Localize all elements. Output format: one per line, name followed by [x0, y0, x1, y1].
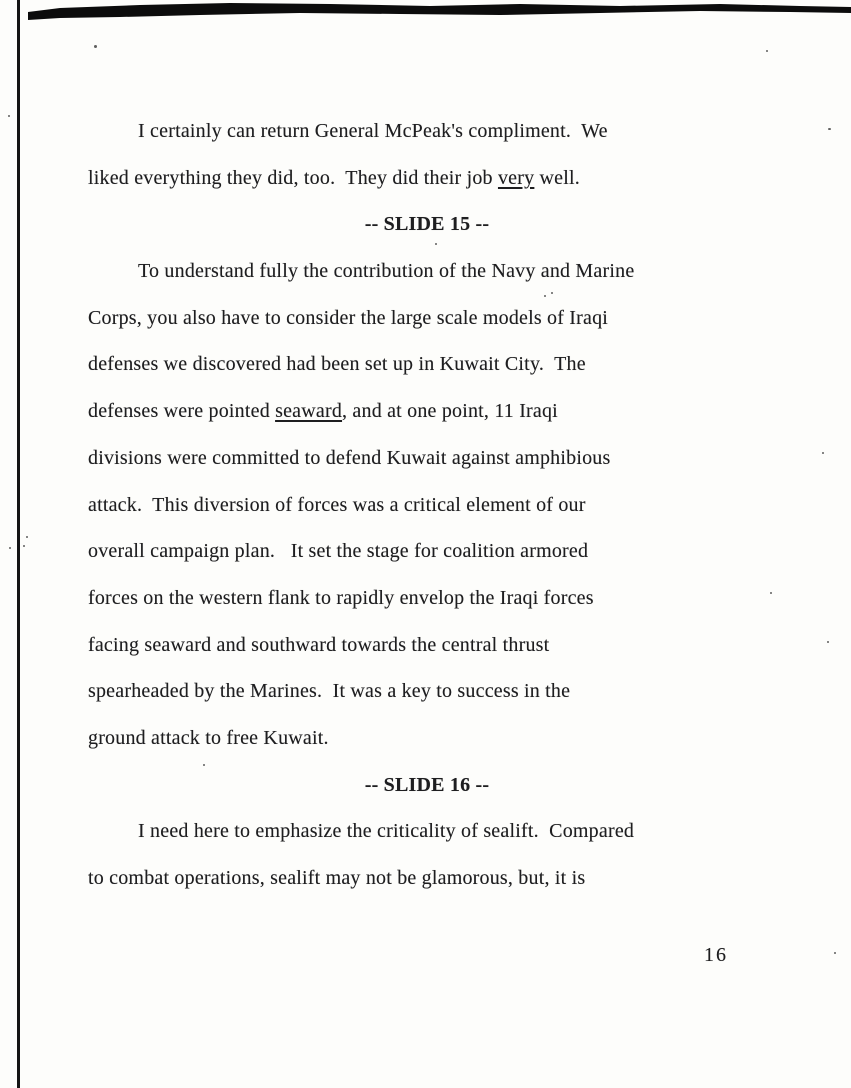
- text-block: [88, 118, 766, 912]
- text-segment: overall campaign plan. It set the stage for coalition armored: [88, 540, 589, 563]
- scan-speck: [544, 295, 546, 297]
- scan-speck: [770, 592, 772, 594]
- text-segment: facing seaward and southward towards the central thrust: [88, 633, 550, 656]
- text-segment: divisions were committed to defend Kuwait against amphibious: [88, 446, 611, 469]
- underlined-text: seaward: [275, 400, 343, 423]
- text-segment: attack. This diversion of forces was a critical element of our: [88, 493, 586, 516]
- text-line: [88, 678, 766, 725]
- scan-speck: [551, 292, 553, 294]
- scan-left-edge-artifact: [17, 0, 20, 1088]
- text-segment: -- SLIDE 16 --: [364, 773, 490, 796]
- text-segment: defenses were pointed: [88, 400, 276, 423]
- scan-speck: [26, 536, 28, 538]
- text-segment: to combat operations, sealift may not be glamorous, but, it is: [88, 867, 586, 889]
- scan-speck: [23, 545, 25, 547]
- scan-speck: [203, 764, 205, 766]
- text-segment: forces on the western flank to rapidly envelop the Iraqi forces: [88, 586, 594, 609]
- text-segment: liked everything they did, too. They did their job: [88, 166, 498, 189]
- slide-heading: [88, 211, 766, 258]
- scan-speck: [8, 115, 10, 117]
- text-line: [88, 632, 766, 679]
- text-segment: I need here to emphasize the criticality of sealift. Compared: [138, 820, 635, 843]
- text-line: [88, 351, 766, 398]
- text-line: [88, 118, 766, 165]
- text-line: [88, 165, 766, 212]
- text-line: [88, 585, 766, 632]
- scan-speck: [766, 50, 768, 52]
- text-segment: spearheaded by the Marines. It was a key to success in the: [88, 680, 571, 703]
- text-line: [88, 538, 766, 585]
- text-segment: -- SLIDE 15 --: [364, 213, 490, 236]
- text-segment: I certainly can return General McPeak's compliment. We: [138, 120, 608, 142]
- scan-speck: [822, 452, 824, 454]
- text-segment: well.: [534, 166, 580, 189]
- scan-speck: [94, 45, 97, 48]
- scan-top-bar-artifact: [0, 0, 851, 30]
- scan-speck: [827, 641, 829, 643]
- scan-speck: [9, 547, 11, 549]
- text-line: [88, 258, 766, 305]
- text-segment: , and at one point, 11 Iraqi: [342, 400, 558, 423]
- text-line: [88, 865, 766, 912]
- text-line: [88, 305, 766, 352]
- text-segment: ground attack to free Kuwait.: [88, 726, 329, 749]
- text-line: [88, 818, 766, 865]
- text-line: [88, 725, 766, 772]
- scan-speck: [435, 243, 437, 245]
- page-number: 16: [704, 944, 728, 966]
- underlined-text: very: [497, 166, 535, 189]
- slide-heading: [88, 772, 766, 819]
- text-segment: Corps, you also have to consider the large scale models of Iraqi: [88, 306, 609, 329]
- scan-speck: [834, 952, 836, 954]
- text-line: [88, 398, 766, 445]
- scan-speck: [828, 128, 831, 130]
- text-line: [88, 445, 766, 492]
- text-segment: To understand fully the contribution of the Navy and Marine: [138, 260, 635, 283]
- text-line: [88, 492, 766, 539]
- text-segment: defenses we discovered had been set up in Kuwait City. The: [88, 353, 586, 376]
